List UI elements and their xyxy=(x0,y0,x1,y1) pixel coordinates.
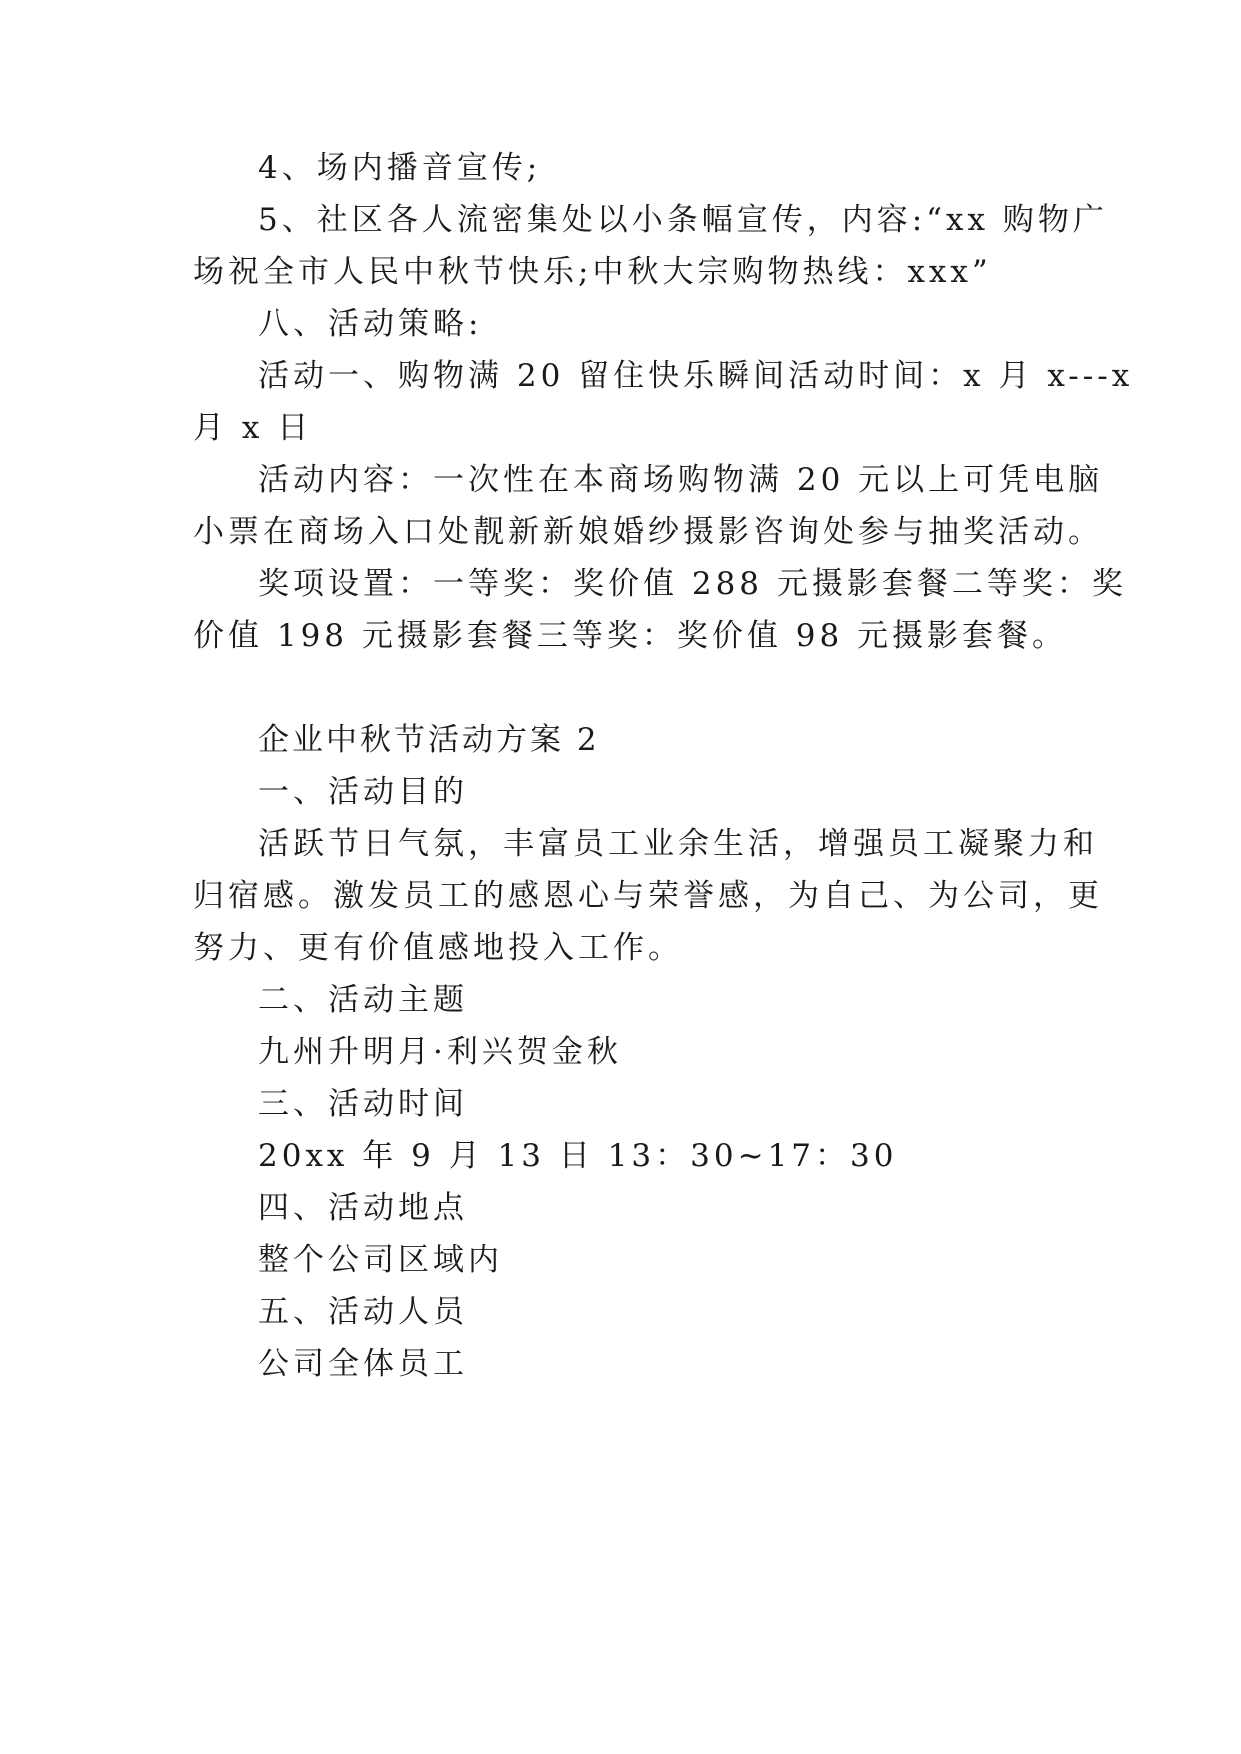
purpose-heading: 一、活动目的 xyxy=(258,774,468,810)
time-text: 20xx 年 9 月 13 日 13：30~17：30 xyxy=(258,1138,898,1174)
activity1-line-2: 月 x 日 xyxy=(193,410,313,446)
purpose-line-2: 归宿感。激发员工的感恩心与荣誉感，为自己、为公司，更 xyxy=(193,878,1103,914)
prize-setting-line-1: 奖项设置：一等奖：奖价值 288 元摄影套餐二等奖：奖 xyxy=(258,566,1127,602)
purpose-line-3: 努力、更有价值感地投入工作。 xyxy=(193,930,683,966)
activity-content-line-2: 小票在商场入口处靓新新娘婚纱摄影咨询处参与抽奖活动。 xyxy=(193,514,1103,550)
place-heading: 四、活动地点 xyxy=(258,1190,468,1226)
purpose-line-1: 活跃节日气氛，丰富员工业余生活，增强员工凝聚力和 xyxy=(258,826,1098,862)
prize-setting-line-2: 价值 198 元摄影套餐三等奖：奖价值 98 元摄影套餐。 xyxy=(193,618,1068,654)
theme-heading: 二、活动主题 xyxy=(258,982,468,1018)
activity1-line-1: 活动一、购物满 20 留住快乐瞬间活动时间：x 月 x---x xyxy=(258,358,1134,394)
activity-content-line-1: 活动内容：一次性在本商场购物满 20 元以上可凭电脑 xyxy=(258,462,1104,498)
time-heading: 三、活动时间 xyxy=(258,1086,468,1122)
strategy-heading: 八、活动策略: xyxy=(258,306,483,342)
theme-text: 九州升明月·利兴贺金秋 xyxy=(258,1034,622,1070)
section-title: 企业中秋节活动方案 2 xyxy=(258,722,600,758)
list-item-5-line-2: 场祝全市人民中秋节快乐;中秋大宗购物热线：xxx” xyxy=(193,254,992,290)
people-text: 公司全体员工 xyxy=(258,1346,468,1382)
list-item-4: 4、场内播音宣传; xyxy=(258,150,542,186)
list-item-5-line-1: 5、社区各人流密集处以小条幅宣传，内容:“xx 购物广 xyxy=(258,202,1108,238)
people-heading: 五、活动人员 xyxy=(258,1294,468,1330)
place-text: 整个公司区域内 xyxy=(258,1242,503,1278)
